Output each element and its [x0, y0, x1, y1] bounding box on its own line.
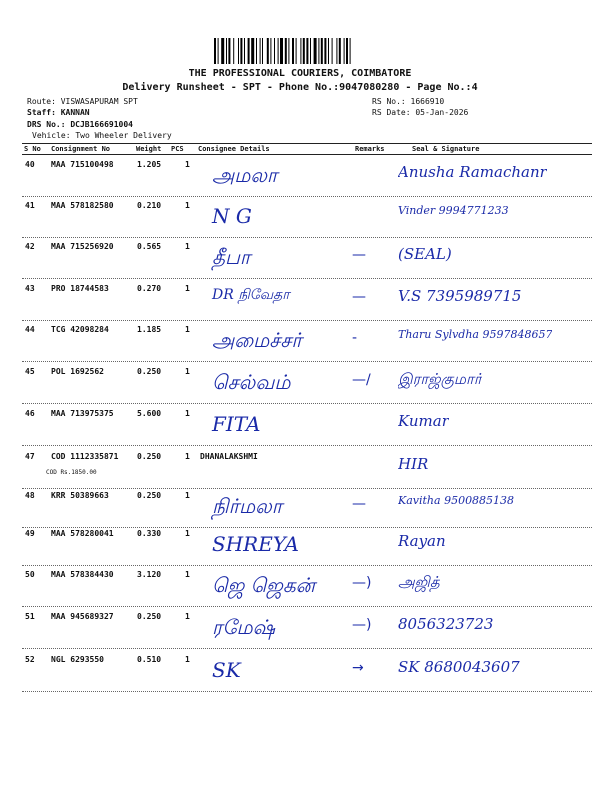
row-consignee-handwriting: அமைச்சர்	[212, 328, 302, 352]
row-remarks-mark: —)	[352, 617, 372, 633]
row-remarks-mark: —/	[352, 372, 371, 388]
row-separator	[22, 278, 592, 279]
row-pcs: 1	[185, 612, 190, 621]
drs-number: DRS No.: DCJB166691004	[27, 120, 133, 129]
row-sno: 47	[25, 452, 35, 461]
row-consignment-no: TCG 42098284	[51, 325, 109, 334]
row-consignment-no: NGL 6293550	[51, 655, 104, 664]
barcode-bar	[314, 38, 317, 64]
row-seal-signature: Kumar	[398, 412, 449, 430]
col-header-seal: Seal & Signature	[412, 145, 480, 153]
row-pcs: 1	[185, 655, 190, 664]
barcode-bar	[240, 38, 242, 64]
row-consignee-handwriting: தீபா	[212, 245, 251, 269]
barcode-bar	[288, 38, 289, 64]
header-top-rule	[22, 143, 592, 144]
row-weight: 1.185	[137, 325, 162, 334]
rs-number: RS No.: 1666910	[372, 97, 445, 106]
row-separator	[22, 691, 592, 692]
col-header-pcs: PCS	[171, 145, 184, 153]
row-pcs: 1	[185, 160, 190, 169]
barcode-bar	[346, 38, 348, 64]
row-weight: 0.330	[137, 529, 162, 538]
row-weight: 0.510	[137, 655, 162, 664]
row-remarks-mark: →	[352, 660, 364, 676]
row-cod-amount: COD Rs.1850.00	[46, 469, 97, 476]
row-consignment-no: MAA 715100498	[51, 160, 114, 169]
staff-label: Staff: KANNAN	[27, 108, 90, 117]
barcode-bar	[332, 38, 333, 64]
barcode-bar	[221, 38, 224, 64]
header-bottom-rule	[22, 154, 592, 155]
row-seal-signature: V.S 7395989715	[398, 287, 522, 305]
row-consignment-no: MAA 578280041	[51, 529, 114, 538]
barcode-bar	[285, 38, 287, 64]
barcode-bar	[336, 38, 337, 64]
row-consignee-handwriting: DR நிவேதா	[212, 287, 290, 303]
row-consignee-handwriting: N G	[212, 204, 252, 228]
row-consignee-handwriting: செல்வம்	[212, 370, 291, 394]
barcode-bar	[344, 38, 345, 64]
row-consignee-handwriting: SK	[212, 658, 241, 682]
row-consignment-no: POL 1692562	[51, 367, 104, 376]
row-consignee-handwriting: FITA	[212, 412, 261, 436]
row-pcs: 1	[185, 491, 190, 500]
row-separator	[22, 403, 592, 404]
barcode-bar	[321, 38, 323, 64]
row-remarks-mark: —	[352, 289, 366, 305]
barcode-bar	[226, 38, 227, 64]
rs-date: RS Date: 05-Jan-2026	[372, 108, 469, 117]
row-sno: 40	[25, 160, 35, 169]
row-weight: 0.250	[137, 367, 162, 376]
row-seal-signature: அஜித்	[398, 573, 440, 591]
barcode-bar	[300, 38, 301, 64]
row-pcs: 1	[185, 201, 190, 210]
row-weight: 0.250	[137, 491, 162, 500]
row-weight: 0.250	[137, 452, 162, 461]
row-weight: 0.250	[137, 612, 162, 621]
col-header-consignee: Consignee Details	[198, 145, 270, 153]
barcode-bar	[296, 38, 297, 64]
barcode-bar	[248, 38, 250, 64]
row-separator	[22, 606, 592, 607]
row-remarks-mark: -	[352, 330, 358, 346]
row-separator	[22, 196, 592, 197]
row-sno: 44	[25, 325, 35, 334]
row-weight: 3.120	[137, 570, 162, 579]
barcode-bar	[238, 38, 239, 64]
row-separator	[22, 527, 592, 528]
company-title: THE PROFESSIONAL COURIERS, COIMBATORE	[188, 68, 412, 79]
row-seal-signature: Rayan	[398, 532, 446, 550]
barcode-bar	[233, 38, 234, 64]
barcode-bar	[324, 38, 326, 64]
row-sno: 42	[25, 242, 35, 251]
barcode-bar	[303, 38, 305, 64]
row-pcs: 1	[185, 452, 190, 461]
col-header-remarks: Remarks	[355, 145, 385, 153]
vehicle-label: Vehicle: Two Wheeler Delivery	[32, 131, 172, 140]
barcode-bar	[274, 38, 275, 64]
row-sno: 50	[25, 570, 35, 579]
row-separator	[22, 488, 592, 489]
row-consignee-handwriting: ஜெ ஜெகன்	[212, 573, 316, 597]
row-weight: 1.205	[137, 160, 162, 169]
barcode-bar	[278, 38, 279, 64]
row-consignee-handwriting: அமலா	[212, 163, 278, 187]
row-remarks-mark: —	[352, 247, 366, 263]
row-sno: 46	[25, 409, 35, 418]
row-pcs: 1	[185, 570, 190, 579]
row-pcs: 1	[185, 284, 190, 293]
barcode-bar	[244, 38, 245, 64]
row-seal-signature: (SEAL)	[398, 245, 452, 263]
row-remarks-mark: —	[352, 496, 366, 512]
row-seal-signature: இராஜ்குமார்	[398, 370, 482, 388]
barcode-bar	[328, 38, 329, 64]
col-header-weight: Weight	[136, 145, 162, 153]
barcode-bar	[270, 38, 271, 64]
col-header-sno: S No	[24, 145, 41, 153]
col-header-consignment: Consignment No	[51, 145, 111, 153]
barcode-bar	[318, 38, 319, 64]
row-consignee-handwriting: நிர்மலா	[212, 494, 283, 518]
row-separator	[22, 320, 592, 321]
row-seal-signature: HIR	[398, 455, 429, 473]
row-sno: 48	[25, 491, 35, 500]
row-consignment-no: MAA 578384430	[51, 570, 114, 579]
row-separator	[22, 445, 592, 446]
row-sno: 41	[25, 201, 35, 210]
row-separator	[22, 648, 592, 649]
row-separator	[22, 565, 592, 566]
row-consignment-no: MAA 715256920	[51, 242, 114, 251]
row-consignment-no: KRR 50389663	[51, 491, 109, 500]
row-sno: 52	[25, 655, 35, 664]
route-label: Route: VISWASAPURAM SPT	[27, 97, 138, 106]
row-consignee-handwriting: SHREYA	[212, 532, 299, 556]
row-weight: 5.600	[137, 409, 162, 418]
barcode-bar	[214, 38, 216, 64]
row-pcs: 1	[185, 242, 190, 251]
barcode-bar	[218, 38, 219, 64]
barcode-bar	[292, 38, 294, 64]
barcode-bar	[267, 38, 269, 64]
barcode-bar	[339, 38, 341, 64]
row-consignee-handwriting: ரமேஷ்	[212, 615, 276, 639]
row-pcs: 1	[185, 529, 190, 538]
barcode-bar	[256, 38, 257, 64]
barcode-bar	[306, 38, 308, 64]
row-sno: 49	[25, 529, 35, 538]
row-seal-signature: Vinder 9994771233	[398, 204, 509, 217]
row-remarks-mark: —)	[352, 575, 372, 591]
row-seal-signature: 8056323723	[398, 615, 494, 633]
barcode-bar	[280, 38, 283, 64]
row-consignment-no: COD 1112335871	[51, 452, 119, 461]
row-weight: 0.270	[137, 284, 162, 293]
row-seal-signature: SK 8680043607	[398, 658, 520, 676]
row-separator	[22, 237, 592, 238]
row-weight: 0.210	[137, 201, 162, 210]
row-seal-signature: Tharu Sylvdha 9597848657	[398, 328, 553, 341]
row-seal-signature: Anusha Ramachanr	[398, 163, 547, 181]
row-pcs: 1	[185, 367, 190, 376]
barcode-bar	[310, 38, 311, 64]
row-consignment-no: MAA 945689327	[51, 612, 114, 621]
row-consignment-no: PRO 18744583	[51, 284, 109, 293]
row-pcs: 1	[185, 409, 190, 418]
barcode-bar	[260, 38, 261, 64]
barcode	[214, 38, 390, 64]
row-consignment-no: MAA 578182580	[51, 201, 114, 210]
row-sno: 45	[25, 367, 35, 376]
row-weight: 0.565	[137, 242, 162, 251]
barcode-bar	[262, 38, 263, 64]
row-sno: 51	[25, 612, 35, 621]
row-pcs: 1	[185, 325, 190, 334]
barcode-bar	[251, 38, 254, 64]
row-sno: 43	[25, 284, 35, 293]
row-seal-signature: Kavitha 9500885138	[398, 494, 515, 507]
barcode-bar	[228, 38, 230, 64]
runsheet-subtitle: Delivery Runsheet - SPT - Phone No.:9047080280 - Page No.:4	[122, 82, 478, 93]
row-separator	[22, 361, 592, 362]
row-consignment-no: MAA 713975375	[51, 409, 114, 418]
row-consignee-name: DHANALAKSHMI	[200, 452, 258, 461]
barcode-bar	[350, 38, 351, 64]
